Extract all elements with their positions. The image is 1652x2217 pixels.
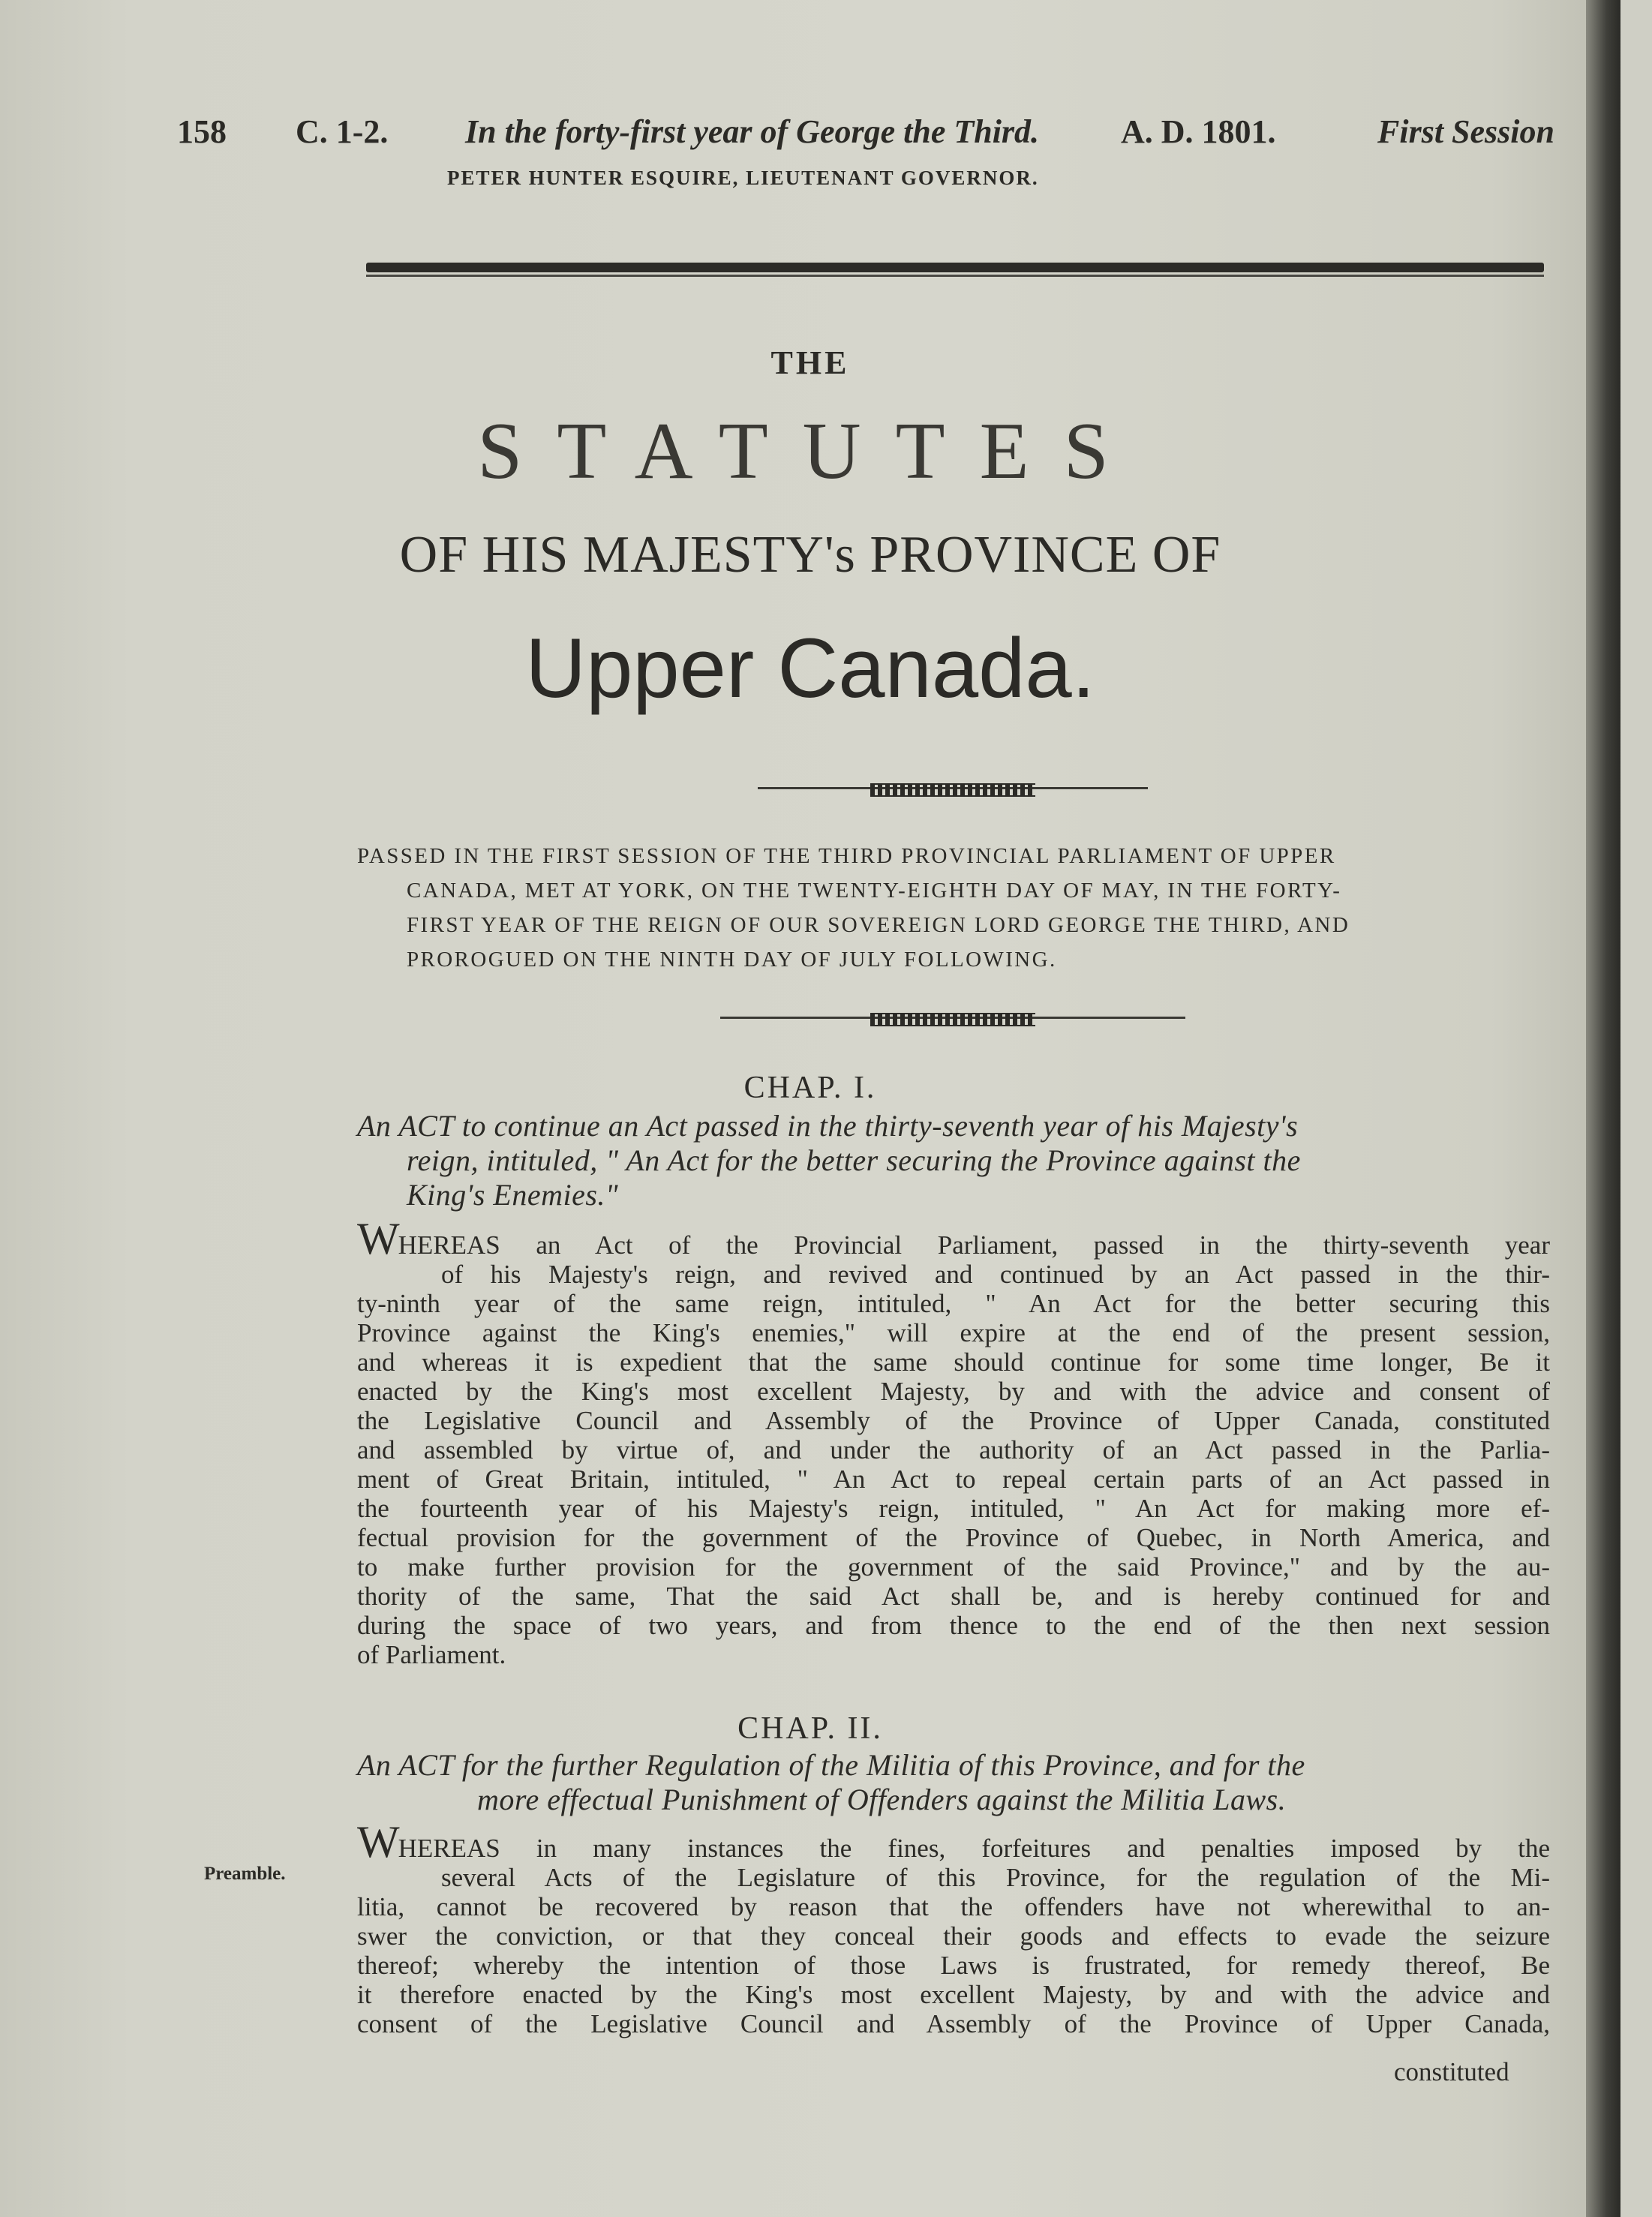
body-line: consent of the Legislative Council and Assembly of the Province of Upper Canada, xyxy=(357,2009,1550,2038)
governor-line: PETER HUNTER ESQUIRE, LIEUTENANT GOVERNOR. xyxy=(447,167,1039,189)
title-majesty: OF HIS MAJESTY's PROVINCE OF xyxy=(399,526,1221,584)
act-title-line: King's Enemies." xyxy=(407,1178,619,1212)
body-line: litia, cannot be recovered by reason that the offenders have not wherewithal to an- xyxy=(357,1892,1550,1921)
running-header xyxy=(177,113,1557,158)
body-line: thereof; whereby the intention of those Laws is frustrated, for remedy thereof, Be xyxy=(357,1951,1550,1980)
body-line: and whereas it is expedient that the same should continue for some time longer, Be it xyxy=(357,1347,1550,1377)
body-line: of Parliament. xyxy=(357,1640,506,1669)
passed-line: PROROGUED ON THE NINTH DAY OF JULY FOLLOWING. xyxy=(407,948,1057,972)
drop-cap: W xyxy=(357,1817,398,1867)
ornament-divider xyxy=(720,1013,1185,1023)
passed-line: PASSED IN THE FIRST SESSION OF THE THIRD PROVINCIAL PARLIAMENT OF UPPER xyxy=(357,844,1336,868)
act-title-line: An ACT for the further Regulation of the Militia of this Province, and for the xyxy=(357,1748,1305,1782)
catchword: constituted xyxy=(1394,2057,1509,2086)
body-line: and assembled by virtue of, and under the authority of an Act passed in the Parlia- xyxy=(357,1435,1550,1464)
body-line: enacted by the King's most excellent Majesty, by and with the advice and consent of xyxy=(357,1377,1550,1406)
title-upper-canada: Upper Canada. xyxy=(525,621,1095,715)
header-chapters: C. 1-2. xyxy=(296,113,389,150)
body-line: Province against the King's enemies," will expire at the end of the present session, xyxy=(357,1318,1550,1347)
body-line: ment of Great Britain, intituled, " An Act to repeal certain parts of an Act passed in xyxy=(357,1464,1550,1494)
body-line: during the space of two years, and from thence to the end of the then next session xyxy=(357,1611,1550,1640)
act-body xyxy=(357,1817,1550,2038)
header-session: First Session xyxy=(1377,113,1554,150)
body-line: HEREAS in many instances the fines, forfeitures and penalties imposed by the xyxy=(398,1834,1550,1863)
act-title-line: more effectual Punishment of Offenders against the Militia Laws. xyxy=(477,1783,1287,1816)
act-title xyxy=(357,1109,1301,1212)
body-line: several Acts of the Legislature of this Province, for the regulation of the Mi- xyxy=(441,1863,1550,1892)
body-line: it therefore enacted by the King's most excellent Majesty, by and with the advice and xyxy=(357,1980,1550,2009)
header-regnal-year: In the forty-first year of George the Third. xyxy=(465,113,1040,150)
passed-line: CANADA, MET AT YORK, ON THE TWENTY-EIGHTH DAY OF MAY, IN THE FORTY- xyxy=(407,879,1342,903)
body-line: to make further provision for the government of the said Province," and by the au- xyxy=(357,1552,1550,1582)
act-body xyxy=(357,1214,1550,1669)
body-line: of his Majesty's reign, and revived and continued by an Act passed in the thir- xyxy=(441,1260,1550,1289)
chapter-heading: CHAP. II. xyxy=(737,1711,883,1746)
page-number: 158 xyxy=(177,113,227,150)
title-the: THE xyxy=(770,344,850,381)
chapter-heading: CHAP. I. xyxy=(743,1071,877,1105)
body-line: thority of the same, That the said Act shall be, and is hereby continued for and xyxy=(357,1582,1550,1611)
body-line: swer the conviction, or that they conceal their goods and effects to evade the seizure xyxy=(357,1921,1550,1951)
header-anno-domini: A. D. 1801. xyxy=(1121,113,1276,150)
body-line: the fourteenth year of his Majesty's reign, intituled, " An Act for making more ef- xyxy=(357,1494,1550,1523)
act-title-line: reign, intituled, " An Act for the better securing the Province against the xyxy=(407,1143,1301,1177)
header-rule xyxy=(366,263,1544,272)
body-line: HEREAS an Act of the Provincial Parliament, passed in the thirty-seventh year xyxy=(398,1230,1550,1260)
drop-cap: W xyxy=(357,1214,398,1263)
body-line: fectual provision for the government of the Province of Quebec, in North America, and xyxy=(357,1523,1550,1552)
body-line: the Legislative Council and Assembly of the Province of Upper Canada, constituted xyxy=(357,1406,1550,1435)
act-title-line: An ACT to continue an Act passed in the thirty-seventh year of his Majesty's xyxy=(357,1109,1299,1143)
title-statutes: STATUTES xyxy=(477,407,1143,496)
passed-statement xyxy=(357,839,1557,977)
body-line: ty-ninth year of the same reign, intituled, " An Act for the better securing this xyxy=(357,1289,1550,1318)
book-gutter xyxy=(1586,0,1620,2217)
ornament-divider xyxy=(758,783,1148,794)
act-title xyxy=(357,1748,1305,1817)
margin-note-preamble: Preamble. xyxy=(204,1864,286,1884)
passed-line: FIRST YEAR OF THE REIGN OF OUR SOVEREIGN LORD GEORGE THE THIRD, AND xyxy=(407,913,1350,937)
